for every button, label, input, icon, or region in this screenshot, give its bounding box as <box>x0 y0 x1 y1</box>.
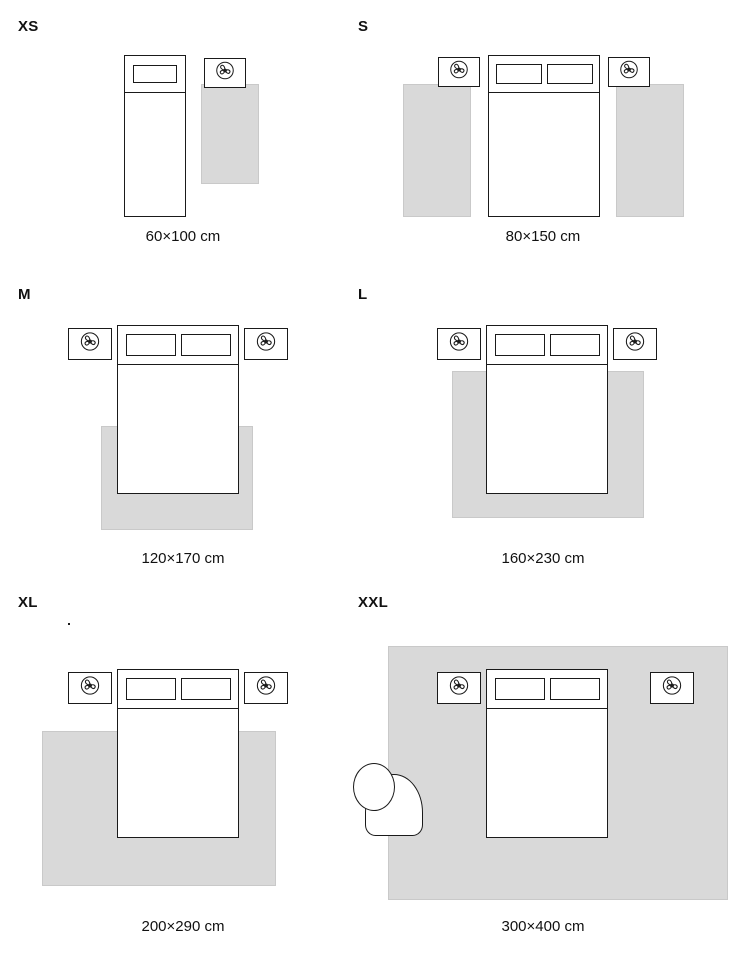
dimension-label: 60×100 cm <box>145 228 221 245</box>
size-card-l <box>358 282 728 582</box>
size-card-m <box>18 282 348 582</box>
nightstand <box>68 328 112 360</box>
rug-shape <box>616 84 684 217</box>
lamp-icon <box>255 330 278 358</box>
nightstand <box>608 57 650 87</box>
pillow <box>181 334 231 356</box>
diagram-s <box>358 28 728 218</box>
dimension-label: 160×230 cm <box>501 550 585 567</box>
bed <box>117 708 239 838</box>
diagram-l <box>358 300 728 542</box>
nightstand <box>613 328 657 360</box>
lamp-icon <box>618 59 640 86</box>
lamp-icon <box>624 330 647 358</box>
nightstand <box>438 57 480 87</box>
lamp-icon <box>448 674 471 702</box>
diagram-xl <box>18 638 348 908</box>
pillow <box>495 334 545 356</box>
nightstand <box>437 328 481 360</box>
bed <box>488 92 600 217</box>
bed <box>486 708 608 838</box>
lamp-icon <box>448 59 470 86</box>
size-label: S <box>358 18 369 35</box>
pillow <box>550 334 600 356</box>
nightstand <box>244 672 288 704</box>
rug-shape <box>201 84 259 184</box>
size-label: M <box>18 286 31 303</box>
nightstand <box>437 672 481 704</box>
size-label: XS <box>18 18 39 35</box>
pillow <box>496 64 542 84</box>
chair-back <box>353 763 395 811</box>
nightstand <box>650 672 694 704</box>
dimension-label: 200×290 cm <box>141 918 225 935</box>
size-label: L <box>358 286 368 303</box>
bed <box>124 92 186 217</box>
rug-shape <box>403 84 471 217</box>
diagram-m <box>18 300 348 542</box>
lamp-icon <box>214 60 236 87</box>
size-card-s <box>358 10 728 260</box>
diagram-xs <box>18 28 348 218</box>
dimension-label: 120×170 cm <box>141 550 225 567</box>
pillow <box>133 65 177 83</box>
size-card-xl <box>18 588 348 953</box>
size-card-xxl <box>358 588 728 953</box>
pillow <box>550 678 600 700</box>
lamp-icon <box>448 330 471 358</box>
nightstand <box>68 672 112 704</box>
lamp-icon <box>79 674 102 702</box>
size-card-xs <box>18 10 348 260</box>
pillow <box>126 334 176 356</box>
dimension-label: 80×150 cm <box>505 228 581 245</box>
pillow <box>181 678 231 700</box>
lamp-icon <box>79 330 102 358</box>
pillow <box>495 678 545 700</box>
nightstand <box>244 328 288 360</box>
lamp-icon <box>661 674 684 702</box>
nightstand <box>204 58 246 88</box>
bed <box>117 364 239 494</box>
lamp-icon <box>255 674 278 702</box>
pillow <box>126 678 176 700</box>
size-label: XL <box>18 594 38 611</box>
size-label: XXL <box>358 594 389 611</box>
pillow <box>547 64 593 84</box>
bed <box>486 364 608 494</box>
diagram-xxl <box>358 638 728 908</box>
dimension-label: 300×400 cm <box>501 918 585 935</box>
